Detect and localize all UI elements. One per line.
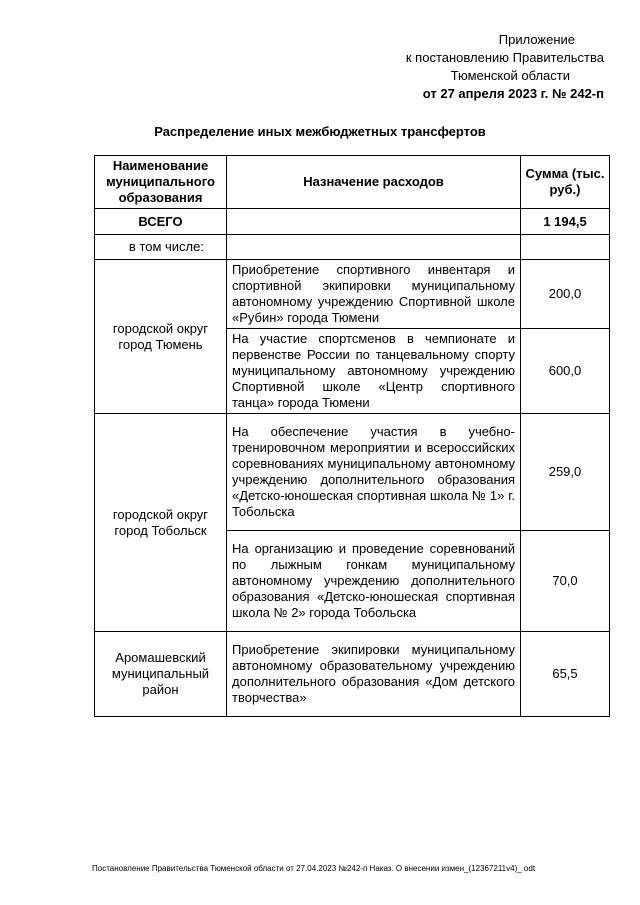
header-amount: Сумма (тыс. руб.): [521, 156, 610, 209]
table-row: [95, 260, 610, 329]
municipality-cell: Аромашевский муниципальный район: [95, 632, 227, 717]
municipality-cell: городской округ город Тобольск: [95, 414, 227, 632]
appendix-date-number: от 27 апреля 2023 г. № 242-п: [422, 86, 604, 101]
page-footer: Постановление Правительства Тюменской области от 27.04.2023 №242-п Наказ. О внесении измен_(12367211v4)_ odt: [92, 864, 536, 873]
header-purpose: Назначение расходов: [227, 156, 521, 209]
appendix-label: Приложение: [498, 32, 575, 47]
table-row: [95, 414, 610, 531]
amount-cell: 259,0: [521, 414, 610, 531]
municipality-cell: городской округ город Тюмень: [95, 260, 227, 414]
amount-cell: 70,0: [521, 531, 610, 632]
total-empty-cell: [227, 209, 521, 235]
including-empty-cell: [227, 235, 521, 260]
purpose-cell: На организацию и проведение соревнований по лыжным гонкам муниципальному автономному учреждению дополнительного образования «Детско-юношеская спортивная школа № 2» города Тобольска: [227, 531, 521, 632]
including-row: [95, 235, 610, 260]
amount-cell: 200,0: [521, 260, 610, 329]
amount-cell: 65,5: [521, 632, 610, 717]
appendix-region: Тюменской области: [450, 68, 570, 83]
total-amount: 1 194,5: [521, 209, 610, 235]
purpose-cell: Приобретение спортивного инвентаря и спортивной экипировки муниципальному автономному учреждению Спортивной школе «Рубин» города Тюмени: [227, 260, 521, 329]
header-municipality: Наименование муниципального образования: [95, 156, 227, 209]
total-row: [95, 209, 610, 235]
document-title: Распределение иных межбюджетных трансфертов: [154, 124, 486, 139]
transfers-table: [94, 155, 610, 717]
including-empty-cell: [521, 235, 610, 260]
purpose-cell: На участие спортсменов в чемпионате и первенстве России по танцевальному спорту муниципальному автономному учреждению Спортивной школе «Центр спортивного танца» города Тюмени: [227, 329, 521, 414]
table-row: [95, 632, 610, 717]
including-label: в том числе:: [95, 235, 227, 260]
purpose-cell: На обеспечение участия в учебно-тренировочном мероприятии и всероссийских соревнованиях муниципальному автономному учреждению дополнительного образования «Детско-юношеская спортивная школа № 1» г. Тобольска: [227, 414, 521, 531]
purpose-cell: Приобретение экипировки муниципальному автономному образовательному учреждению дополнительного образования «Дом детского творчества»: [227, 632, 521, 717]
appendix-decree-ref: к постановлению Правительства: [405, 50, 604, 65]
table-header-row: [95, 156, 610, 209]
total-label: ВСЕГО: [95, 209, 227, 235]
amount-cell: 600,0: [521, 329, 610, 414]
appendix-block: [304, 31, 604, 103]
